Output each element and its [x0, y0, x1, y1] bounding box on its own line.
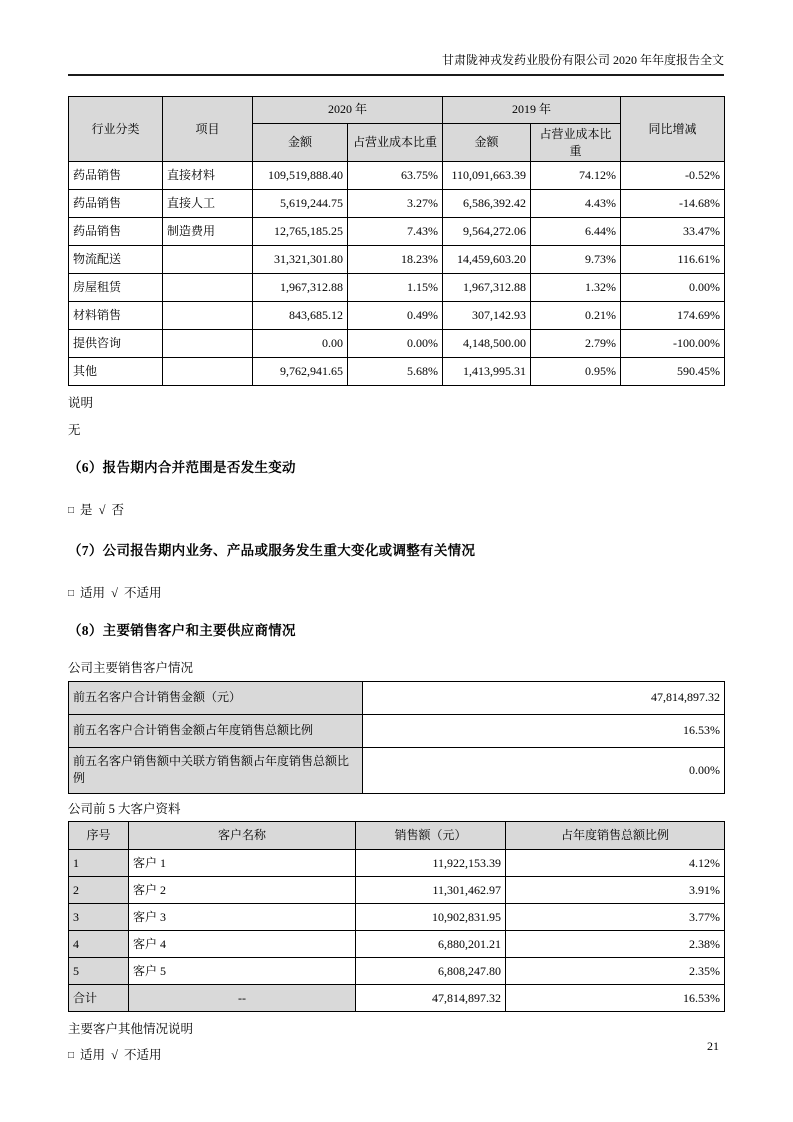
col-header-industry: 行业分类: [69, 96, 163, 162]
cell-ratio-2019: 0.95%: [531, 358, 621, 386]
col-header-2019: 2019 年: [443, 96, 621, 123]
cell-ratio: 2.38%: [506, 931, 725, 958]
cell-industry: 药品销售: [69, 162, 163, 190]
cell-amount-2020: 5,619,244.75: [253, 190, 348, 218]
section-6-title: （6）报告期内合并范围是否发生变动: [68, 460, 296, 476]
option-not-applicable-label: 不适用: [123, 585, 162, 600]
cell-no: 2: [69, 877, 129, 904]
table-total-row: [69, 985, 725, 1012]
table-row: [69, 358, 725, 386]
summary-label: 前五名客户合计销售金额（元）: [69, 681, 363, 714]
cell-yoy: 0.00%: [621, 274, 725, 302]
section-6-choice: [68, 502, 724, 520]
checkbox-unchecked-icon: □: [68, 1049, 75, 1061]
cell-amount-2020: 9,762,941.65: [253, 358, 348, 386]
cell-ratio-2020: 1.15%: [348, 274, 443, 302]
section-8-title: （8）主要销售客户和主要供应商情况: [68, 623, 296, 639]
table-row: [69, 218, 725, 246]
option-no-label: 否: [111, 503, 124, 518]
summary-value: 0.00%: [363, 747, 725, 793]
cell-amount: 11,301,462.97: [356, 877, 506, 904]
other-customers-note: 主要客户其他情况说明: [68, 1022, 194, 1037]
cell-ratio-2019: 6.44%: [531, 218, 621, 246]
cell-name: 客户 2: [129, 877, 356, 904]
cell-ratio-2020: 63.75%: [348, 162, 443, 190]
summary-label: 前五名客户合计销售金额占年度销售总额比例: [69, 714, 363, 747]
customers-caption: 公司主要销售客户情况: [68, 661, 194, 676]
cell-yoy: 116.61%: [621, 246, 725, 274]
cell-industry: 其他: [69, 358, 163, 386]
table-row: [69, 190, 725, 218]
cell-ratio-2019: 4.43%: [531, 190, 621, 218]
table-header-row: [69, 96, 725, 123]
cell-name: 客户 5: [129, 958, 356, 985]
cell-amount-2019: 4,148,500.00: [443, 330, 531, 358]
section-7-title: （7）公司报告期内业务、产品或服务发生重大变化或调整有关情况: [68, 542, 476, 558]
check-mark-icon: √: [111, 1047, 118, 1062]
cell-no: 3: [69, 904, 129, 931]
operating-cost-table: [68, 96, 725, 387]
cell-item: [163, 274, 253, 302]
cell-industry: 材料销售: [69, 302, 163, 330]
table-row: [69, 681, 725, 714]
checkbox-unchecked-icon: □: [68, 587, 75, 599]
cell-item: [163, 246, 253, 274]
table-row: [69, 904, 725, 931]
option-not-applicable-label: 不适用: [123, 1047, 162, 1062]
table-header-row: [69, 822, 725, 850]
cell-ratio: 4.12%: [506, 850, 725, 877]
top5-caption: 公司前 5 大客户资料: [68, 801, 181, 816]
col-header-amount: 销售额（元）: [356, 822, 506, 850]
col-header-name: 客户名称: [129, 822, 356, 850]
cell-ratio: 2.35%: [506, 958, 725, 985]
cell-item: [163, 358, 253, 386]
cell-yoy: 33.47%: [621, 218, 725, 246]
table-row: [69, 246, 725, 274]
cell-name: 客户 1: [129, 850, 356, 877]
cell-item: [163, 302, 253, 330]
col-header-yoy: 同比增减: [621, 96, 725, 162]
cell-ratio-2019: 0.21%: [531, 302, 621, 330]
cell-amount-2020: 12,765,185.25: [253, 218, 348, 246]
cell-amount-2020: 843,685.12: [253, 302, 348, 330]
col-header-2020: 2020 年: [253, 96, 443, 123]
cell-amount-2019: 1,967,312.88: [443, 274, 531, 302]
cell-name: 客户 3: [129, 904, 356, 931]
table-row: [69, 877, 725, 904]
cell-amount-2019: 9,564,272.06: [443, 218, 531, 246]
cell-amount-2019: 307,142.93: [443, 302, 531, 330]
cell-ratio-2020: 0.00%: [348, 330, 443, 358]
cell-amount-2019: 110,091,663.39: [443, 162, 531, 190]
check-mark-icon: √: [98, 503, 106, 518]
table-row: [69, 714, 725, 747]
cell-name: 客户 4: [129, 931, 356, 958]
cell-amount-2020: 0.00: [253, 330, 348, 358]
option-applicable-label: 适用: [80, 585, 106, 600]
cell-amount: 10,902,831.95: [356, 904, 506, 931]
cell-industry: 物流配送: [69, 246, 163, 274]
other-customers-choice: [68, 1047, 724, 1065]
cell-ratio-2020: 18.23%: [348, 246, 443, 274]
summary-label: 前五名客户销售额中关联方销售额占年度销售总额比例: [69, 747, 363, 793]
cell-item: 制造费用: [163, 218, 253, 246]
cell-industry: 房屋租赁: [69, 274, 163, 302]
top5-customers-table: [68, 821, 725, 1012]
cell-industry: 药品销售: [69, 218, 163, 246]
cost-table-note-value: 无: [68, 422, 81, 437]
col-header-ratio-2019: 占营业成本比重: [531, 123, 621, 162]
check-mark-icon: √: [111, 585, 118, 600]
customers-summary-table: [68, 681, 725, 794]
summary-value: 16.53%: [363, 714, 725, 747]
cell-amount-2020: 1,967,312.88: [253, 274, 348, 302]
cell-ratio-2019: 9.73%: [531, 246, 621, 274]
cell-ratio-2020: 3.27%: [348, 190, 443, 218]
option-applicable-label: 适用: [80, 1047, 106, 1062]
col-header-no: 序号: [69, 822, 129, 850]
cell-total-amount: 47,814,897.32: [356, 985, 506, 1012]
table-row: [69, 330, 725, 358]
col-header-ratio: 占年度销售总额比例: [506, 822, 725, 850]
cell-item: [163, 330, 253, 358]
cell-no: 5: [69, 958, 129, 985]
cell-amount-2019: 14,459,603.20: [443, 246, 531, 274]
cell-amount-2020: 109,519,888.40: [253, 162, 348, 190]
cell-item: 直接人工: [163, 190, 253, 218]
cell-yoy: -0.52%: [621, 162, 725, 190]
page-number: 21: [707, 1039, 719, 1053]
table-row: [69, 931, 725, 958]
section-7-choice: [68, 585, 724, 603]
cell-item: 直接材料: [163, 162, 253, 190]
col-header-ratio-2020: 占营业成本比重: [348, 123, 443, 162]
document-header: [68, 52, 724, 76]
cell-industry: 药品销售: [69, 190, 163, 218]
table-row: [69, 302, 725, 330]
cell-ratio-2019: 2.79%: [531, 330, 621, 358]
cell-ratio: 3.91%: [506, 877, 725, 904]
cell-yoy: -14.68%: [621, 190, 725, 218]
cell-total-label: 合计: [69, 985, 129, 1012]
option-yes-label: 是: [80, 503, 93, 518]
cell-total-ratio: 16.53%: [506, 985, 725, 1012]
col-header-amount-2019: 金额: [443, 123, 531, 162]
cell-ratio-2020: 0.49%: [348, 302, 443, 330]
summary-value: 47,814,897.32: [363, 681, 725, 714]
cell-amount: 6,880,201.21: [356, 931, 506, 958]
cell-ratio-2020: 7.43%: [348, 218, 443, 246]
table-row: [69, 958, 725, 985]
cell-total-name: --: [129, 985, 356, 1012]
table-row: [69, 850, 725, 877]
cell-ratio-2019: 74.12%: [531, 162, 621, 190]
cell-no: 4: [69, 931, 129, 958]
table-row: [69, 274, 725, 302]
cell-amount: 11,922,153.39: [356, 850, 506, 877]
cell-amount-2019: 1,413,995.31: [443, 358, 531, 386]
cell-ratio: 3.77%: [506, 904, 725, 931]
cell-yoy: 590.45%: [621, 358, 725, 386]
cell-no: 1: [69, 850, 129, 877]
document-header-title: 甘肃陇神戎发药业股份有限公司 2020 年年度报告全文: [441, 53, 724, 67]
cell-ratio-2019: 1.32%: [531, 274, 621, 302]
cell-industry: 提供咨询: [69, 330, 163, 358]
cell-ratio-2020: 5.68%: [348, 358, 443, 386]
table-row: [69, 747, 725, 793]
cell-amount-2020: 31,321,301.80: [253, 246, 348, 274]
col-header-amount-2020: 金额: [253, 123, 348, 162]
checkbox-unchecked-icon: □: [68, 505, 75, 517]
col-header-item: 项目: [163, 96, 253, 162]
cell-amount-2019: 6,586,392.42: [443, 190, 531, 218]
cell-yoy: 174.69%: [621, 302, 725, 330]
cell-amount: 6,808,247.80: [356, 958, 506, 985]
cell-yoy: -100.00%: [621, 330, 725, 358]
cost-table-note-label: 说明: [68, 396, 94, 411]
table-row: [69, 162, 725, 190]
